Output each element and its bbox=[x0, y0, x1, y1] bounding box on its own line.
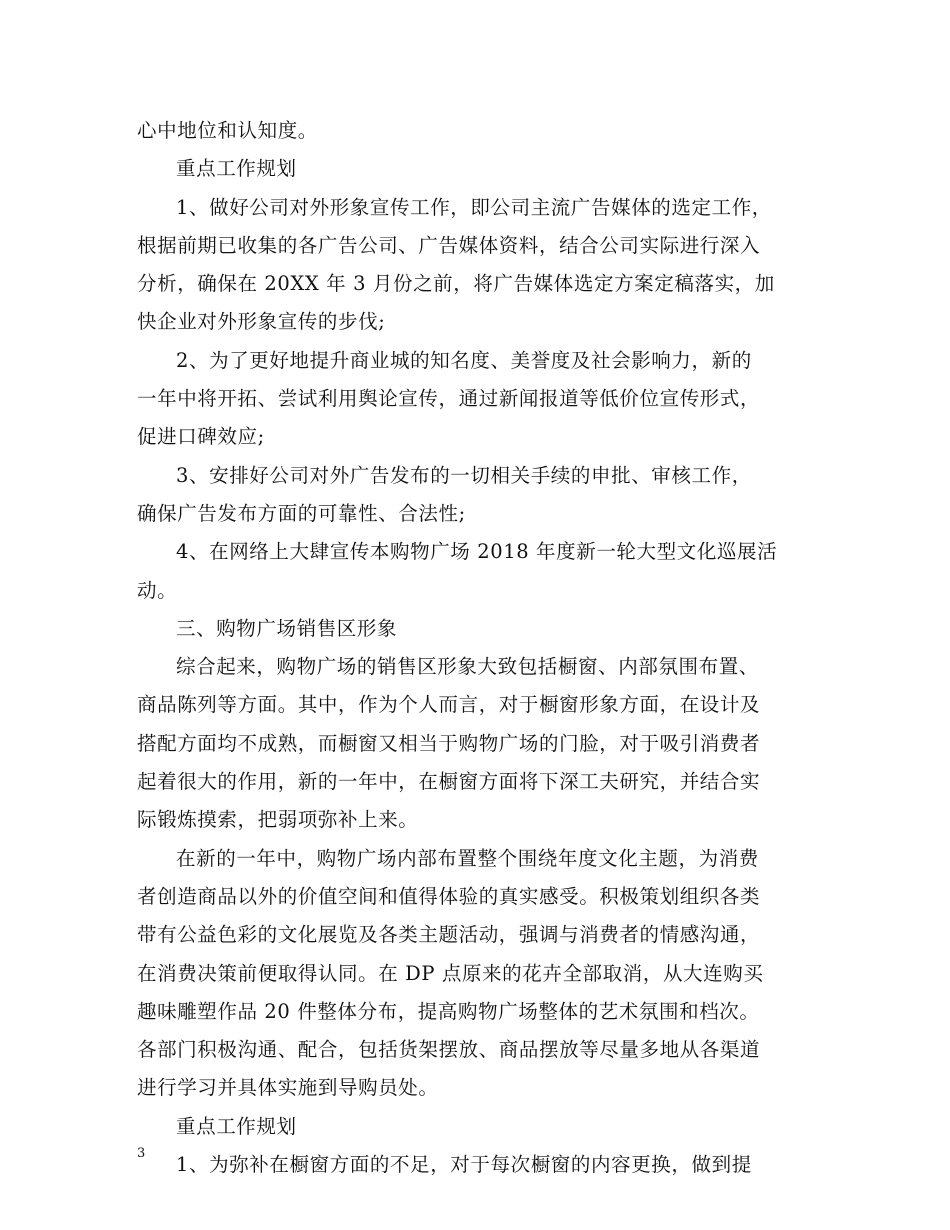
text-line: 心中地位和认知度。 bbox=[137, 119, 318, 142]
text-line: 根据前期已收集的各广告公司、广告媒体资料，结合公司实际进行深入 bbox=[137, 233, 761, 257]
text-line: 际锻炼摸索，把弱项弥补上来。 bbox=[137, 808, 419, 832]
text-line: 三、购物广场销售区形象 bbox=[176, 616, 398, 640]
text-line: 1、做好公司对外形象宣传工作，即公司主流广告媒体的选定工作， bbox=[176, 195, 772, 219]
text-line: 各部门积极沟通、配合，包括货架摆放、商品摆放等尽量多地从各渠道 bbox=[137, 1038, 761, 1062]
text-line: 者创造商品以外的价值空间和值得体验的真实感受。积极策划组织各类 bbox=[137, 884, 761, 908]
text-line: 1、为弥补在橱窗方面的不足，对于每次橱窗的内容更换，做到提 bbox=[176, 1153, 752, 1177]
text-line: 4、在网络上大肆宣传本购物广场 2018 年度新一轮大型文化巡展活 bbox=[176, 540, 778, 564]
text-line: 3、安排好公司对外广告发布的一切相关手续的申批、审核工作， bbox=[176, 463, 752, 487]
text-line: 起着很大的作用，新的一年中，在橱窗方面将下深工夫研究，并结合实 bbox=[137, 770, 761, 794]
text-line: 2、为了更好地提升商业城的知名度、美誉度及社会影响力，新的 bbox=[176, 348, 752, 372]
text-line: 综合起来，购物广场的销售区形象大致包括橱窗、内部氛围布置、 bbox=[176, 655, 759, 679]
text-line: 趣味雕塑作品 20 件整体分布，提高购物广场整体的艺术氛围和档次。 bbox=[137, 999, 760, 1023]
text-line: 在新的一年中，购物广场内部布置整个围绕年度文化主题，为消费 bbox=[176, 846, 759, 870]
text-line: 一年中将开拓、尝试利用舆论宣传，通过新闻报道等低价位宣传形式， bbox=[137, 387, 761, 411]
text-line: 确保广告发布方面的可靠性、合法性; bbox=[137, 501, 466, 525]
text-line: 重点工作规划 bbox=[176, 1114, 297, 1138]
text-line: 快企业对外形象宣传的步伐; bbox=[137, 310, 386, 334]
text-line: 促进口碑效应; bbox=[137, 425, 265, 449]
text-line: 动。 bbox=[137, 578, 178, 602]
document-body bbox=[137, 112, 827, 1184]
text-line: 进行学习并具体实施到导购员处。 bbox=[137, 1076, 439, 1100]
text-line: 搭配方面均不成熟，而橱窗又相当于购物广场的门脸，对于吸引消费者 bbox=[137, 731, 761, 755]
page-number: 3 bbox=[137, 1146, 146, 1161]
text-line: 分析，确保在 20XX 年 3 月份之前，将广告媒体选定方案定稿落实，加 bbox=[137, 272, 775, 296]
text-line: 商品陈列等方面。其中，作为个人而言，对于橱窗形象方面，在设计及 bbox=[137, 693, 761, 717]
text-line: 重点工作规划 bbox=[176, 157, 297, 181]
text-line: 带有公益色彩的文化展览及各类主题活动，强调与消费者的情感沟通， bbox=[137, 923, 761, 947]
text-line: 在消费决策前便取得认同。在 DP 点原来的花卉全部取消，从大连购买 bbox=[137, 961, 764, 985]
